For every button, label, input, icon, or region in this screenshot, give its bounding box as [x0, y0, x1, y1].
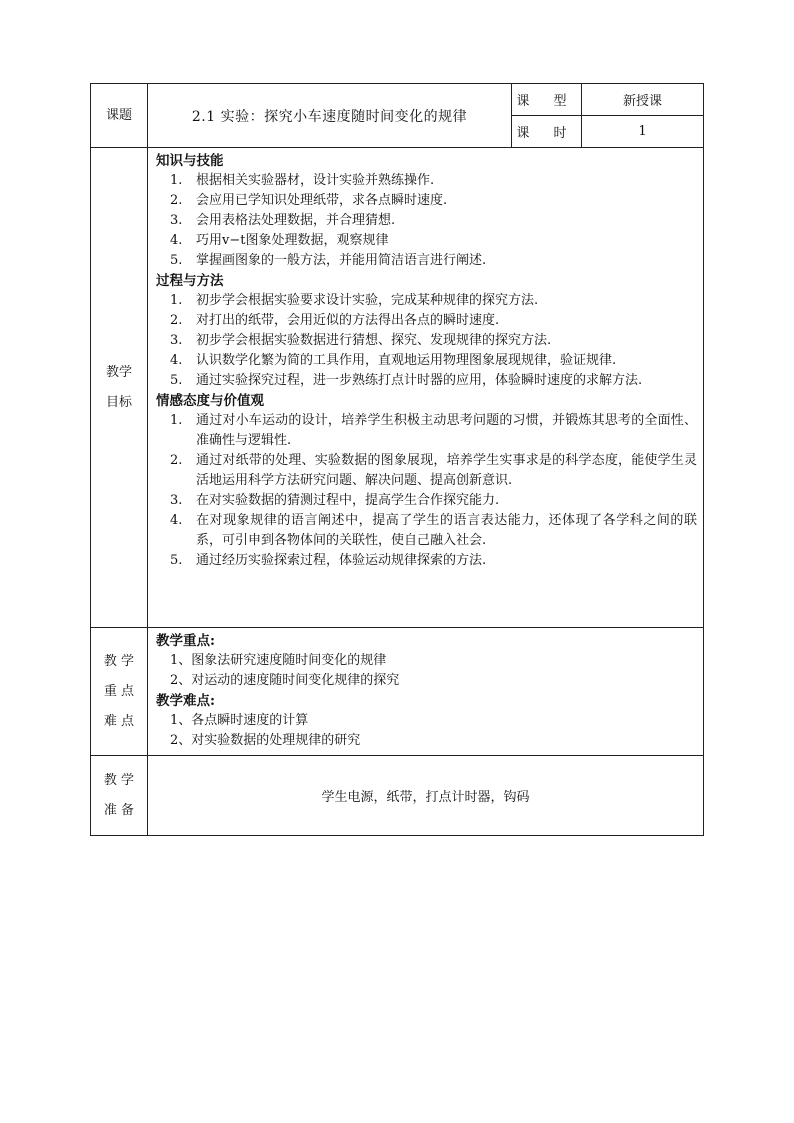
preparation-label-line2: 准 备 [103, 802, 135, 818]
list-item: 5. 通过经历实验探索过程，体验运动规律探索的方法. [170, 553, 487, 568]
preparation-label-line1: 教 学 [103, 772, 135, 788]
list-item: 1. 初步学会根据实验要求设计实验，完成某种规律的探究方法. [170, 293, 539, 308]
difficulty-item: 1、各点瞬时速度的计算 [170, 713, 309, 728]
list-item: 3. 会用表格法处理数据，并合理猜想. [170, 213, 396, 228]
key-points-label-line2: 重 点 [103, 683, 135, 699]
key-points-row [91, 628, 704, 756]
process-list [156, 291, 697, 391]
type-label: 课 型 [512, 84, 582, 116]
objectives-row [91, 148, 704, 628]
knowledge-list [156, 171, 697, 271]
section-heading-process: 过程与方法 [156, 273, 224, 289]
list-item: 1. 通过对小车运动的设计，培养学生积极主动思考问题的习惯，并锻炼其思考的全面性、准确性与逻辑性. [170, 413, 697, 448]
list-item: 5. 通过实验探究过程，进一步熟练打点计时器的应用，体验瞬时速度的求解方法. [170, 373, 643, 388]
list-item: 2. 通过对纸带的处理、实验数据的图象展现，培养学生实事求是的科学态度，能使学生灵活地运用科学方法研究问题、解决问题、提高创新意识. [170, 453, 697, 488]
lesson-title: 2.1 实验：探究小车速度随时间变化的规律 [148, 84, 512, 148]
list-item: 3. 在对实验数据的猜测过程中，提高学生合作探究能力. [170, 493, 500, 508]
list-item: 2. 对打出的纸带，会用近似的方法得出各点的瞬时速度. [170, 313, 500, 328]
objectives-label [91, 148, 148, 628]
attitude-list [156, 411, 697, 571]
list-item: 2. 会应用已学知识处理纸带，求各点瞬时速度. [170, 193, 448, 208]
header-row-1 [91, 84, 704, 116]
list-item: 4. 巧用v−t图象处理数据，观察规律 [170, 233, 389, 248]
difficulty-heading: 教学难点: [156, 693, 215, 709]
objectives-label-line2: 目标 [105, 394, 132, 410]
preparation-content: 学生电源，纸带，打点计时器，钩码 [148, 756, 704, 836]
focus-item: 1、图象法研究速度随时间变化的规律 [170, 653, 387, 668]
list-item: 5. 掌握画图象的一般方法，并能用简洁语言进行阐述. [170, 253, 487, 268]
list-item: 3. 初步学会根据实验数据进行猜想、探究、发现规律的探究方法. [170, 333, 552, 348]
list-item: 4. 认识数学化繁为简的工具作用，直观地运用物理图象展现规律，验证规律. [170, 353, 617, 368]
section-heading-attitude: 情感态度与价值观 [156, 393, 264, 409]
hours-label: 课 时 [512, 116, 582, 148]
lesson-plan-table [90, 83, 704, 836]
difficulty-item: 2、对实验数据的处理规律的研究 [170, 733, 361, 748]
objectives-content [148, 148, 704, 628]
focus-heading: 教学重点: [156, 633, 215, 649]
hours-value: 1 [582, 116, 704, 148]
preparation-row [91, 756, 704, 836]
key-points-label-line1: 教 学 [103, 653, 135, 669]
preparation-label [91, 756, 148, 836]
type-value: 新授课 [582, 84, 704, 116]
key-points-label-line3: 难 点 [103, 713, 135, 729]
key-points-content [148, 628, 704, 756]
list-item: 4. 在对现象规律的语言阐述中，提高了学生的语言表达能力，还体现了各学科之间的联系，可引申到各物体间的关联性，使自己融入社会. [170, 513, 697, 548]
objectives-label-line1: 教学 [105, 364, 132, 380]
focus-item: 2、对运动的速度随时间变化规律的探究 [170, 673, 400, 688]
topic-label: 课题 [91, 84, 148, 148]
section-heading-knowledge: 知识与技能 [156, 153, 224, 169]
list-item: 1. 根据相关实验器材，设计实验并熟练操作. [170, 173, 435, 188]
key-points-label [91, 628, 148, 756]
